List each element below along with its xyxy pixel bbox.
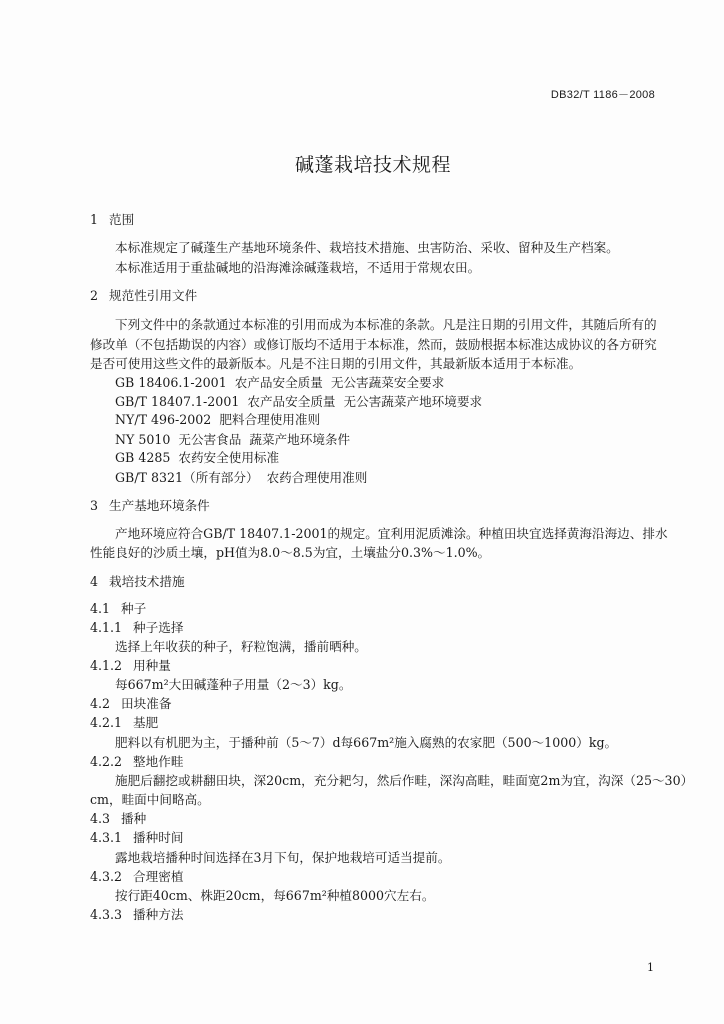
reference-document: GB 18406.1-2001 农产品安全质量 无公害蔬菜安全要求 xyxy=(115,375,445,390)
section-title: 种子选择 xyxy=(133,620,184,635)
section-heading-environment xyxy=(90,497,210,515)
subsection-heading-sowing-time xyxy=(90,829,183,847)
section-number: 4.1.1 xyxy=(90,620,123,635)
section-number: 4.3 xyxy=(90,811,111,826)
paragraph-line: 是否可使用这些文件的最新版本。凡是不注日期的引用文件，其最新版本适用于本标准。 xyxy=(90,356,582,371)
paragraph-line: 按行距40cm、株距20cm，每667m²种植8000穴左右。 xyxy=(115,888,435,903)
paragraph-line: 选择上年收获的种子，籽粒饱满，播前晒种。 xyxy=(115,639,367,654)
section-title: 播种时间 xyxy=(133,830,184,845)
reference-document: GB 4285 农药安全使用标准 xyxy=(115,450,280,465)
paragraph-line: 修改单（不包括勘误的内容）或修订版均不适用于本标准，然而，鼓励根据本标准达成协议的各方研究 xyxy=(90,337,657,352)
section-title: 播种方法 xyxy=(133,907,184,922)
paragraph-line: 下列文件中的条款通过本标准的引用而成为本标准的条款。凡是注日期的引用文件，其随后所有的 xyxy=(115,317,657,332)
document-title: 碱蓬栽培技术规程 xyxy=(295,154,452,176)
section-title: 范围 xyxy=(109,212,135,227)
reference-document: GB/T 8321（所有部分） 农药合理使用准则 xyxy=(115,470,368,485)
subsection-heading-base-fertilizer xyxy=(90,714,158,732)
paragraph-line: cm，畦面中间略高。 xyxy=(90,792,210,807)
section-number: 4.1.2 xyxy=(90,658,123,673)
section-title: 生产基地环境条件 xyxy=(109,498,210,513)
section-title: 田块准备 xyxy=(121,696,172,711)
subsection-heading-seed-amount xyxy=(90,657,171,675)
paragraph-line: 施肥后翻挖或耕翻田块，深20cm，充分耙匀，然后作畦，深沟高畦，畦面宽2m为宜，沟深（25～30） xyxy=(115,773,694,788)
reference-document: NY 5010 无公害食品 蔬菜产地环境条件 xyxy=(115,432,351,447)
paragraph-line: 露地栽培播种时间选择在3月下旬，保护地栽培可适当提前。 xyxy=(115,850,451,865)
section-title: 整地作畦 xyxy=(133,754,184,769)
section-number: 4 xyxy=(90,574,99,589)
section-number: 4.2.1 xyxy=(90,715,123,730)
section-title: 栽培技术措施 xyxy=(109,574,185,589)
section-number: 4.3.1 xyxy=(90,830,123,845)
reference-document: GB/T 18407.1-2001 农产品安全质量 无公害蔬菜产地环境要求 xyxy=(115,394,483,409)
section-title: 播种 xyxy=(121,811,147,826)
section-number: 4.3.3 xyxy=(90,907,123,922)
section-number: 4.3.2 xyxy=(90,869,123,884)
subsection-heading-bed-making xyxy=(90,753,183,771)
paragraph-line: 性能良好的沙质土壤，pH值为8.0～8.5为宜，土壤盐分0.3%～1.0%。 xyxy=(90,545,491,560)
reference-document: NY/T 496-2002 肥料合理使用准则 xyxy=(115,412,321,427)
section-title: 基肥 xyxy=(133,715,159,730)
subsection-heading-seed xyxy=(90,600,146,618)
section-heading-references xyxy=(90,287,197,305)
section-number: 1 xyxy=(90,212,99,227)
section-number: 3 xyxy=(90,498,99,513)
paragraph-line: 产地环境应符合GB/T 18407.1-2001的规定。宜利用泥质滩涂。种植田块宜选择黄海沿海边、排水 xyxy=(115,526,668,541)
section-heading-cultivation xyxy=(90,573,185,591)
section-title: 合理密植 xyxy=(133,869,184,884)
section-number: 4.2 xyxy=(90,696,111,711)
subsection-heading-sowing xyxy=(90,810,146,828)
section-title: 种子 xyxy=(121,601,147,616)
section-heading-scope xyxy=(90,211,134,229)
section-title: 规范性引用文件 xyxy=(109,288,198,303)
page-number: 1 xyxy=(647,961,654,974)
paragraph-line: 本标准适用于重盐碱地的沿海滩涂碱蓬栽培，不适用于常规农田。 xyxy=(115,260,481,275)
section-number: 2 xyxy=(90,288,99,303)
paragraph-line: 肥料以有机肥为主，于播种前（5～7）d每667m²施入腐熟的农家肥（500～1000）kg。 xyxy=(115,735,618,750)
section-number: 4.1 xyxy=(90,601,111,616)
section-number: 4.2.2 xyxy=(90,754,123,769)
subsection-heading-planting-density xyxy=(90,868,183,886)
subsection-heading-sowing-method xyxy=(90,906,183,924)
subsection-heading-seed-selection xyxy=(90,619,183,637)
paragraph-line: 每667m²大田碱蓬种子用量（2～3）kg。 xyxy=(115,677,352,692)
section-title: 用种量 xyxy=(133,658,171,673)
paragraph-line: 本标准规定了碱蓬生产基地环境条件、栽培技术措施、虫害防治、采收、留种及生产档案。 xyxy=(115,240,619,255)
standard-code: DB32/T 1186－2008 xyxy=(550,89,655,101)
subsection-heading-field-preparation xyxy=(90,695,171,713)
